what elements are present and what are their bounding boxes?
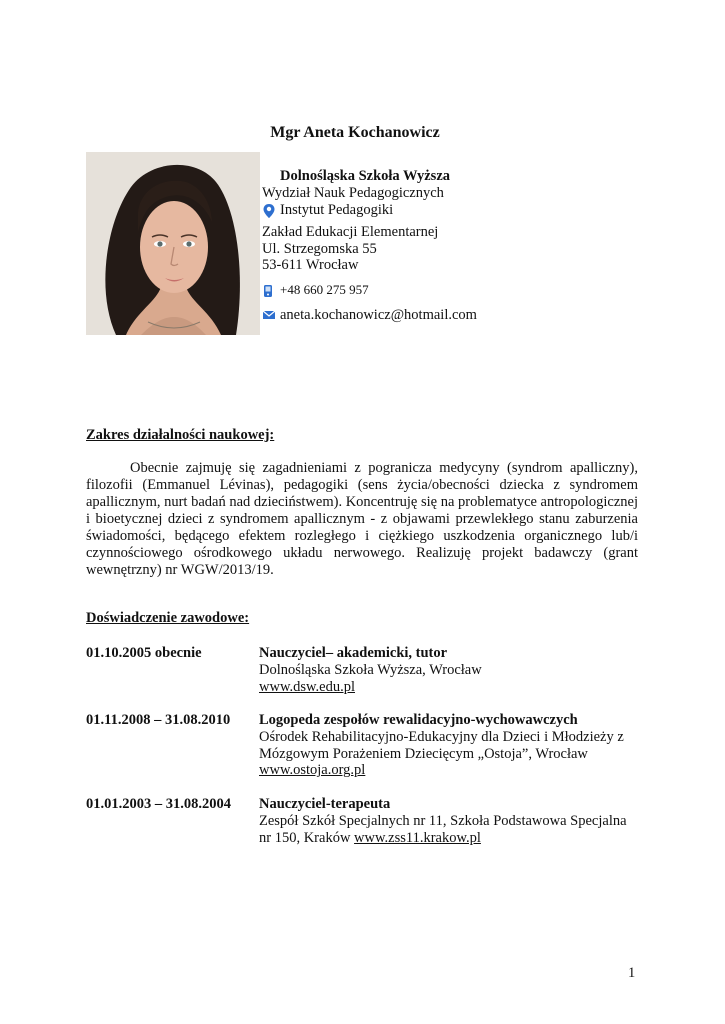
- experience-heading: Doświadczenie zawodowe:: [86, 610, 250, 626]
- job-position: Nauczyciel-terapeuta: [259, 796, 391, 812]
- job-description: [259, 796, 639, 846]
- job-employer: Zespół Szkół Specjalnych nr 11, Szkoła Podstawowa Specjalna nr 150, Kraków: [259, 812, 627, 846]
- job-entry-1: [86, 645, 646, 697]
- job-website-link[interactable]: www.dsw.edu.pl: [259, 678, 355, 695]
- research-text: Obecnie zajmuję się zagadnieniami z pogranicza medycyny (syndrom apalliczny), filozofii (Emmanuel Lévinas), pedagogiki (sens życia/obecności dziecka z syndromem apallicznym, nurt badań nad dzieciństwem). Koncentruję się na problematyce antropologicznej i bioetycznej dzieci z syndromem apallicznym - z objawami przewlekłego stanu zaburzenia świadomości, będącego efektem rozległego i ciężkiego uszkodzenia organicznego lub/i czynnościowego ośrodkowego układu nerwowego. Realizuję projekt badawczy (grant wewnętrzny) nr WGW/2013/19.: [86, 460, 638, 578]
- job-website-link[interactable]: www.ostoja.org.pl: [259, 762, 366, 779]
- job-employer-with-link: [259, 813, 639, 847]
- email-line: [262, 307, 477, 324]
- phone-icon: [262, 284, 276, 298]
- job-description: [259, 645, 639, 695]
- job-entry-3: [86, 796, 646, 848]
- job-entry-2: [86, 712, 646, 782]
- email-address[interactable]: aneta.kochanowicz@hotmail.com: [280, 307, 477, 324]
- portrait-photo: [86, 152, 260, 335]
- department-name: Zakład Edukacji Elementarnej: [262, 223, 439, 240]
- city-address: 53-611 Wrocław: [262, 257, 359, 274]
- portrait-image: [86, 152, 260, 335]
- job-employer: Ośrodek Rehabilitacyjno-Edukacyjny dla Dzieci i Młodzieży z Mózgowym Porażeniem Dziecięcym „Ostoja”, Wrocław: [259, 728, 624, 762]
- street-address: Ul. Strzegomska 55: [262, 240, 377, 257]
- page-number: 1: [628, 965, 636, 981]
- institution-name: Dolnośląska Szkoła Wyższa: [280, 168, 450, 184]
- institute-name: Instytut Pedagogiki: [280, 201, 394, 218]
- map-pin-icon: [262, 203, 276, 217]
- job-position: Nauczyciel– akademicki, tutor: [259, 645, 448, 661]
- job-employer: Dolnośląska Szkoła Wyższa, Wrocław: [259, 661, 482, 678]
- institute-line: [262, 202, 393, 219]
- job-website-link[interactable]: www.zss11.krakow.pl: [354, 829, 481, 846]
- job-date: 01.01.2003 – 31.08.2004: [86, 796, 231, 812]
- research-heading: Zakres działalności naukowej:: [86, 427, 275, 443]
- phone-number: +48 660 275 957: [280, 282, 369, 298]
- job-position: Logopeda zespołów rewalidacyjno-wychowawczych: [259, 712, 578, 728]
- phone-line: [262, 282, 369, 299]
- job-date: 01.10.2005 obecnie: [86, 645, 202, 661]
- envelope-icon: [262, 309, 276, 323]
- job-description: [259, 712, 639, 779]
- contact-block: [262, 168, 477, 326]
- page-title: Mgr Aneta Kochanowicz: [270, 124, 440, 141]
- faculty-name: Wydział Nauk Pedagogicznych: [262, 184, 444, 201]
- job-date: 01.11.2008 – 31.08.2010: [86, 712, 231, 728]
